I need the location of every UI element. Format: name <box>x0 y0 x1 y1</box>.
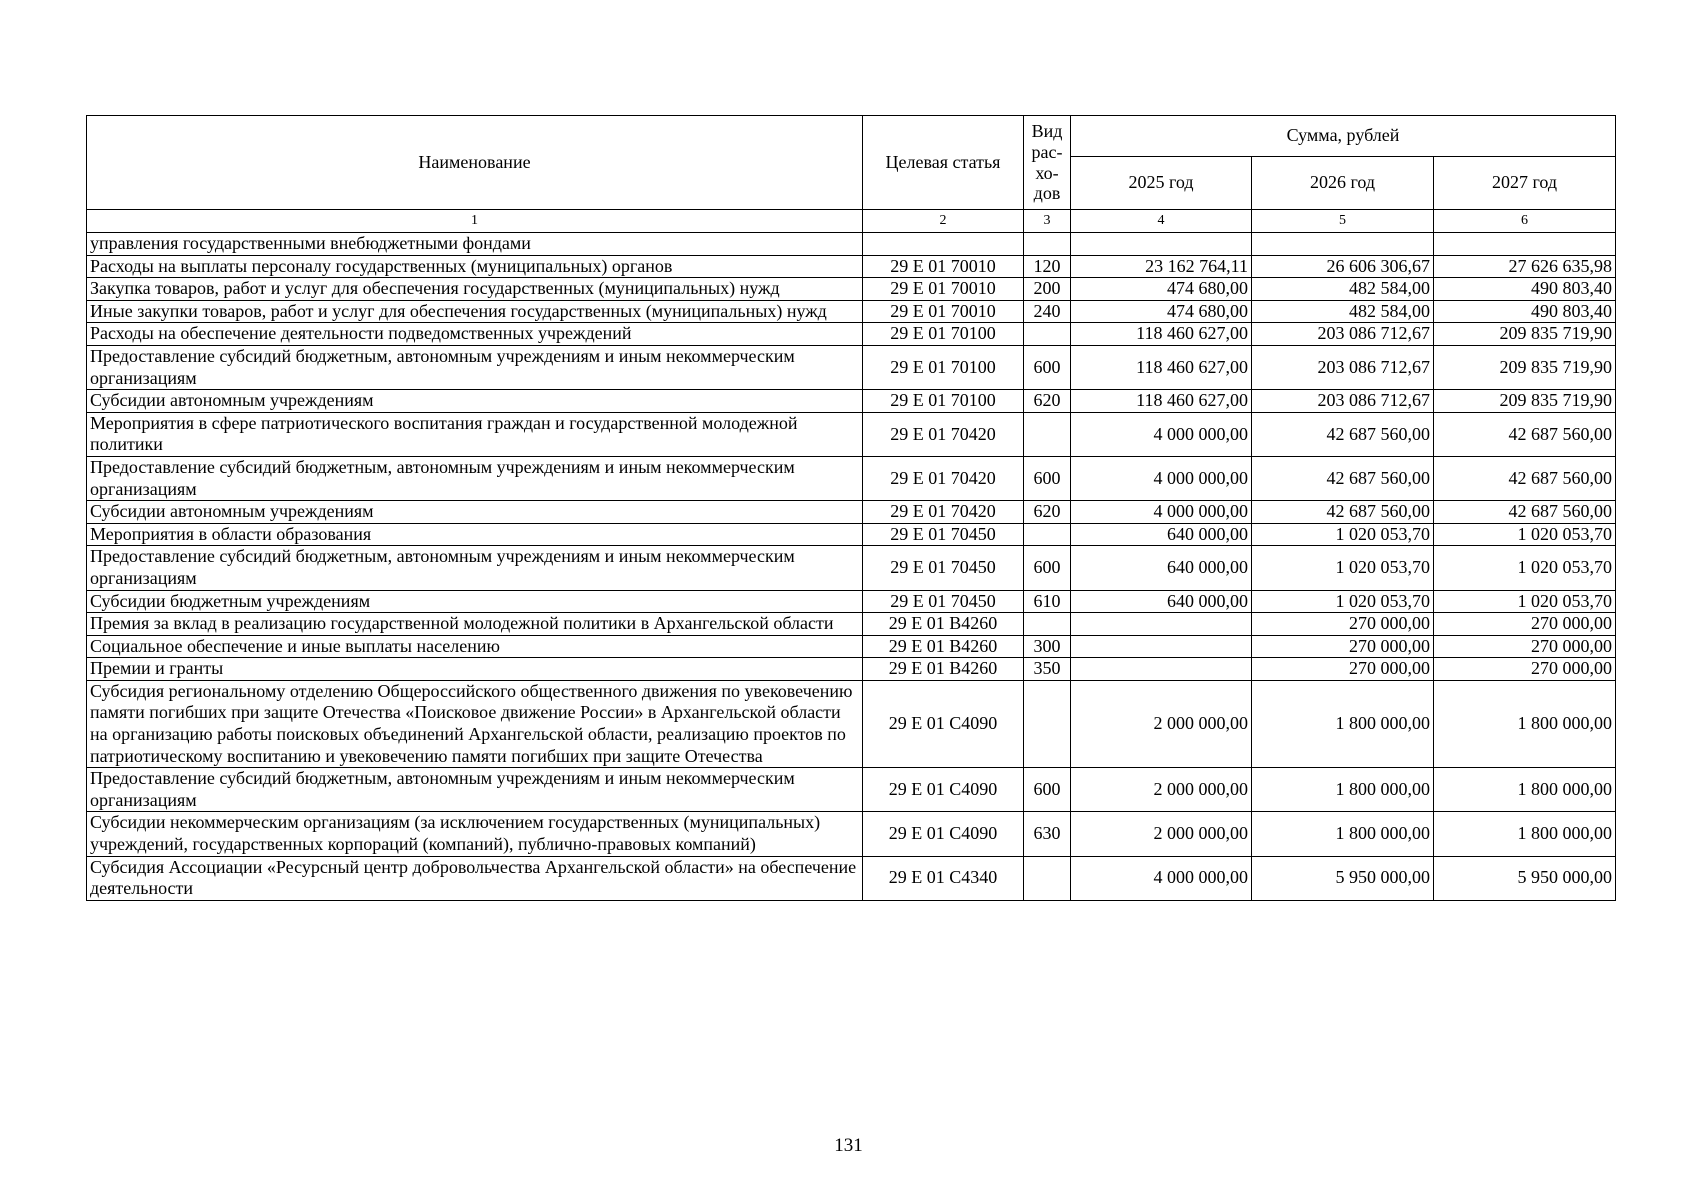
row-expense-kind <box>1024 233 1071 256</box>
row-amount-2025: 118 460 627,00 <box>1071 390 1252 413</box>
row-name: Мероприятия в области образования <box>87 523 863 546</box>
row-amount-2027: 270 000,00 <box>1434 613 1616 636</box>
table-row <box>87 658 1616 681</box>
row-expense-kind: 200 <box>1024 278 1071 301</box>
table-row <box>87 812 1616 856</box>
table-row <box>87 255 1616 278</box>
row-target-code: 29 Е 01 С4090 <box>863 768 1024 812</box>
row-expense-kind <box>1024 523 1071 546</box>
header-kind-line: дов <box>1033 183 1061 204</box>
row-target-code: 29 Е 01 70450 <box>863 590 1024 613</box>
column-number: 3 <box>1024 210 1071 233</box>
row-name: Субсидии автономным учреждениям <box>87 501 863 524</box>
row-target-code: 29 Е 01 70450 <box>863 546 1024 590</box>
row-amount-2025: 474 680,00 <box>1071 300 1252 323</box>
row-amount-2027: 270 000,00 <box>1434 658 1616 681</box>
row-expense-kind: 300 <box>1024 635 1071 658</box>
row-amount-2025: 2 000 000,00 <box>1071 812 1252 856</box>
row-amount-2026: 270 000,00 <box>1252 635 1434 658</box>
row-expense-kind: 630 <box>1024 812 1071 856</box>
row-amount-2025: 4 000 000,00 <box>1071 456 1252 500</box>
row-amount-2025: 23 162 764,11 <box>1071 255 1252 278</box>
row-amount-2027: 42 687 560,00 <box>1434 456 1616 500</box>
row-name: Субсидии бюджетным учреждениям <box>87 590 863 613</box>
row-amount-2027: 42 687 560,00 <box>1434 501 1616 524</box>
row-amount-2025 <box>1071 658 1252 681</box>
row-amount-2027: 42 687 560,00 <box>1434 412 1616 456</box>
row-name: Субсидия региональному отделению Общероссийского общественного движения по увековечению памяти погибших при защите Отечества «Поисковое движение России» в Архангельской области на организацию работы поисковых объединений Архангельской области, реализацию проектов по патриотическому воспитанию и увековечению памяти погибших при защите Отечества <box>87 680 863 767</box>
row-amount-2027: 209 835 719,90 <box>1434 323 1616 346</box>
column-number: 2 <box>863 210 1024 233</box>
row-amount-2026: 5 950 000,00 <box>1252 856 1434 900</box>
header-kind-line: Вид <box>1031 121 1063 142</box>
row-amount-2026: 270 000,00 <box>1252 613 1434 636</box>
row-target-code: 29 Е 01 70100 <box>863 323 1024 346</box>
row-name: Предоставление субсидий бюджетным, автономным учреждениям и иным некоммерческим организациям <box>87 768 863 812</box>
row-amount-2025: 2 000 000,00 <box>1071 768 1252 812</box>
row-target-code: 29 Е 01 70010 <box>863 300 1024 323</box>
row-expense-kind <box>1024 856 1071 900</box>
row-name: Премии и гранты <box>87 658 863 681</box>
row-expense-kind <box>1024 323 1071 346</box>
row-expense-kind: 600 <box>1024 768 1071 812</box>
row-target-code: 29 Е 01 70100 <box>863 390 1024 413</box>
row-amount-2026: 1 800 000,00 <box>1252 812 1434 856</box>
table-row <box>87 613 1616 636</box>
row-name: Иные закупки товаров, работ и услуг для обеспечения государственных (муниципальных) нужд <box>87 300 863 323</box>
header-kind-line: рас- <box>1031 141 1063 162</box>
row-amount-2026: 270 000,00 <box>1252 658 1434 681</box>
row-amount-2027: 27 626 635,98 <box>1434 255 1616 278</box>
row-amount-2025: 4 000 000,00 <box>1071 501 1252 524</box>
table-row <box>87 345 1616 389</box>
row-name: Предоставление субсидий бюджетным, автономным учреждениям и иным некоммерческим организациям <box>87 345 863 389</box>
page-number: 131 <box>834 1135 863 1156</box>
row-amount-2027: 1 020 053,70 <box>1434 546 1616 590</box>
row-target-code: 29 Е 01 70010 <box>863 278 1024 301</box>
row-target-code: 29 Е 01 В4260 <box>863 658 1024 681</box>
row-name: Социальное обеспечение и иные выплаты населению <box>87 635 863 658</box>
table-row <box>87 233 1616 256</box>
header-year-2026: 2026 год <box>1252 157 1434 210</box>
row-expense-kind <box>1024 412 1071 456</box>
row-amount-2027: 1 020 053,70 <box>1434 590 1616 613</box>
row-amount-2025: 118 460 627,00 <box>1071 345 1252 389</box>
row-amount-2025: 4 000 000,00 <box>1071 856 1252 900</box>
row-expense-kind: 240 <box>1024 300 1071 323</box>
header-name: Наименование <box>87 116 863 210</box>
column-number: 5 <box>1252 210 1434 233</box>
table-row <box>87 680 1616 767</box>
header-kind-line: хо- <box>1035 162 1059 183</box>
row-expense-kind: 600 <box>1024 345 1071 389</box>
row-name: управления государственными внебюджетными фондами <box>87 233 863 256</box>
row-name: Субсидии некоммерческим организациям (за исключением государственных (муниципальных) учреждений, государственных корпораций (компаний), публично-правовых компаний) <box>87 812 863 856</box>
row-name: Субсидии автономным учреждениям <box>87 390 863 413</box>
row-target-code: 29 Е 01 70450 <box>863 523 1024 546</box>
row-target-code: 29 Е 01 70420 <box>863 501 1024 524</box>
row-amount-2026: 42 687 560,00 <box>1252 412 1434 456</box>
row-amount-2027: 1 800 000,00 <box>1434 680 1616 767</box>
row-amount-2026: 482 584,00 <box>1252 300 1434 323</box>
table-row <box>87 412 1616 456</box>
row-amount-2026: 203 086 712,67 <box>1252 323 1434 346</box>
row-amount-2025: 474 680,00 <box>1071 278 1252 301</box>
row-target-code: 29 Е 01 С4090 <box>863 812 1024 856</box>
row-target-code: 29 Е 01 С4340 <box>863 856 1024 900</box>
row-name: Предоставление субсидий бюджетным, автономным учреждениям и иным некоммерческим организациям <box>87 546 863 590</box>
row-target-code: 29 Е 01 70420 <box>863 412 1024 456</box>
row-target-code: 29 Е 01 70010 <box>863 255 1024 278</box>
header-kind <box>1024 116 1071 210</box>
column-number: 1 <box>87 210 863 233</box>
header-target: Целевая статья <box>863 116 1024 210</box>
row-expense-kind: 620 <box>1024 501 1071 524</box>
table-row <box>87 501 1616 524</box>
row-amount-2026: 203 086 712,67 <box>1252 390 1434 413</box>
row-amount-2027: 209 835 719,90 <box>1434 390 1616 413</box>
row-amount-2025 <box>1071 233 1252 256</box>
header-year-2025: 2025 год <box>1071 157 1252 210</box>
row-amount-2027: 1 800 000,00 <box>1434 768 1616 812</box>
row-amount-2026: 203 086 712,67 <box>1252 345 1434 389</box>
row-amount-2025: 640 000,00 <box>1071 523 1252 546</box>
row-amount-2027 <box>1434 233 1616 256</box>
row-amount-2025: 640 000,00 <box>1071 590 1252 613</box>
row-expense-kind <box>1024 613 1071 636</box>
table-row <box>87 456 1616 500</box>
row-amount-2025: 2 000 000,00 <box>1071 680 1252 767</box>
row-amount-2027: 270 000,00 <box>1434 635 1616 658</box>
table-row <box>87 278 1616 301</box>
row-name: Расходы на выплаты персоналу государственных (муниципальных) органов <box>87 255 863 278</box>
row-expense-kind: 610 <box>1024 590 1071 613</box>
row-amount-2026: 1 020 053,70 <box>1252 590 1434 613</box>
row-expense-kind: 600 <box>1024 546 1071 590</box>
table-row <box>87 635 1616 658</box>
row-amount-2026: 26 606 306,67 <box>1252 255 1434 278</box>
row-amount-2026: 1 020 053,70 <box>1252 546 1434 590</box>
row-target-code <box>863 233 1024 256</box>
row-target-code: 29 Е 01 С4090 <box>863 680 1024 767</box>
row-expense-kind: 350 <box>1024 658 1071 681</box>
row-expense-kind: 620 <box>1024 390 1071 413</box>
table-row <box>87 323 1616 346</box>
row-amount-2026: 42 687 560,00 <box>1252 456 1434 500</box>
row-name: Мероприятия в сфере патриотического воспитания граждан и государственной молодежной политики <box>87 412 863 456</box>
table-row <box>87 523 1616 546</box>
row-amount-2027: 1 800 000,00 <box>1434 812 1616 856</box>
row-amount-2025: 4 000 000,00 <box>1071 412 1252 456</box>
table-row <box>87 856 1616 900</box>
row-name: Закупка товаров, работ и услуг для обеспечения государственных (муниципальных) нужд <box>87 278 863 301</box>
table-body <box>87 233 1616 901</box>
row-name: Премия за вклад в реализацию государственной молодежной политики в Архангельской области <box>87 613 863 636</box>
row-amount-2026: 1 800 000,00 <box>1252 680 1434 767</box>
row-expense-kind: 120 <box>1024 255 1071 278</box>
row-amount-2027: 1 020 053,70 <box>1434 523 1616 546</box>
row-target-code: 29 Е 01 В4260 <box>863 635 1024 658</box>
row-amount-2025: 640 000,00 <box>1071 546 1252 590</box>
row-amount-2025 <box>1071 635 1252 658</box>
row-amount-2025: 118 460 627,00 <box>1071 323 1252 346</box>
row-amount-2027: 490 803,40 <box>1434 278 1616 301</box>
row-expense-kind: 600 <box>1024 456 1071 500</box>
row-amount-2026: 482 584,00 <box>1252 278 1434 301</box>
column-number: 6 <box>1434 210 1616 233</box>
row-target-code: 29 Е 01 70420 <box>863 456 1024 500</box>
row-name: Субсидия Ассоциации «Ресурсный центр добровольчества Архангельской области» на обеспечение деятельности <box>87 856 863 900</box>
budget-table <box>86 115 1616 901</box>
row-expense-kind <box>1024 680 1071 767</box>
table-row <box>87 390 1616 413</box>
row-amount-2026: 1 800 000,00 <box>1252 768 1434 812</box>
row-name: Расходы на обеспечение деятельности подведомственных учреждений <box>87 323 863 346</box>
row-target-code: 29 Е 01 В4260 <box>863 613 1024 636</box>
row-name: Предоставление субсидий бюджетным, автономным учреждениям и иным некоммерческим организациям <box>87 456 863 500</box>
row-amount-2026 <box>1252 233 1434 256</box>
table-row <box>87 590 1616 613</box>
table-row <box>87 300 1616 323</box>
row-amount-2027: 490 803,40 <box>1434 300 1616 323</box>
row-amount-2025 <box>1071 613 1252 636</box>
header-year-2027: 2027 год <box>1434 157 1616 210</box>
row-amount-2027: 5 950 000,00 <box>1434 856 1616 900</box>
table-row <box>87 546 1616 590</box>
row-amount-2026: 42 687 560,00 <box>1252 501 1434 524</box>
row-amount-2027: 209 835 719,90 <box>1434 345 1616 389</box>
header-sum: Сумма, рублей <box>1071 116 1616 157</box>
row-target-code: 29 Е 01 70100 <box>863 345 1024 389</box>
row-amount-2026: 1 020 053,70 <box>1252 523 1434 546</box>
table-row <box>87 768 1616 812</box>
column-number: 4 <box>1071 210 1252 233</box>
